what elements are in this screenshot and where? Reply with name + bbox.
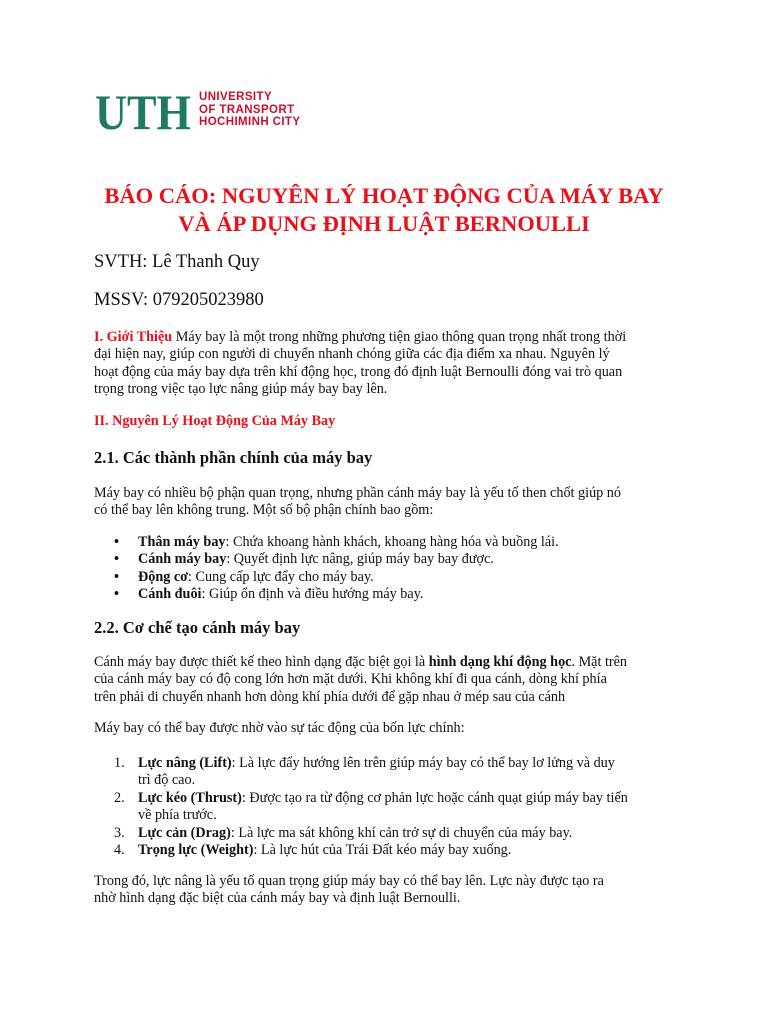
item-desc: : Chứa khoang hành khách, khoang hàng hóa và buồng lái.	[225, 534, 559, 550]
student-id: MSSV: 079205023980	[94, 290, 264, 310]
item-desc: : Là lực ma sát không khí cản trở sự di chuyển của máy bay.	[230, 824, 573, 841]
list-item	[94, 755, 694, 790]
svg-text:UTH: UTH	[95, 88, 192, 132]
item-line	[138, 842, 694, 859]
item-line	[138, 790, 694, 807]
paragraph-line: trên phải di chuyển nhanh hơn dòng khí phía dưới để gặp nhau ở mép sau của cánh	[94, 688, 566, 705]
text-run: . Mặt trên	[571, 654, 628, 670]
logo-line: UNIVERSITY	[199, 91, 273, 104]
intro-paragraph	[94, 329, 686, 399]
paragraph-line: Máy bay có thể bay được nhờ vào sự tác động của bốn lực chính:	[94, 720, 465, 736]
item-desc: : Được tạo ra từ động cơ phản lực hoặc cánh quạt giúp máy bay tiến	[241, 789, 628, 806]
item-desc: : Là lực đẩy hướng lên trên giúp máy bay có thể bay lơ lửng và duy	[231, 755, 615, 771]
paragraph-line: Trong đó, lực nâng là yếu tố quan trọng giúp máy bay có thể bay lên. Lực này được tạo ra	[94, 873, 604, 889]
subsection-2-2-heading: 2.2. Cơ chế tạo cánh máy bay	[94, 618, 301, 637]
bullet-icon: •	[114, 534, 119, 550]
item-term: Lực cản (Drag)	[138, 824, 231, 841]
list-item	[94, 534, 559, 551]
list-item	[94, 569, 559, 586]
logo-line: HOCHIMINH CITY	[199, 116, 301, 129]
item-term: Cánh máy bay	[138, 551, 227, 568]
bullet-icon: •	[114, 586, 119, 603]
item-number: 4.	[114, 842, 125, 859]
list-item	[94, 551, 559, 568]
university-logo	[95, 88, 300, 132]
paragraph-line: của cánh máy bay có độ cong lớn hơn mặt dưới. Khi không khí đi qua cánh, dòng khí phía	[94, 671, 607, 688]
list-item	[94, 842, 694, 859]
text-run: Cánh máy bay được thiết kế theo hình dạng đặc biệt gọi là	[94, 654, 429, 670]
uth-logo-mark	[95, 88, 193, 132]
item-number: 2.	[114, 789, 125, 806]
item-line: trì độ cao.	[138, 772, 196, 789]
paragraph-line: Máy bay có nhiều bộ phận quan trọng, nhưng phần cánh máy bay là yếu tố then chốt giúp nó	[94, 485, 621, 501]
item-desc: : Cung cấp lực đẩy cho máy bay.	[188, 568, 374, 585]
report-title	[40, 182, 728, 238]
item-term: Trọng lực (Weight)	[138, 842, 254, 859]
intro-line: hoạt động của máy bay dựa trên khí động học, trong đó định luật Bernoulli đóng vai trò quan	[94, 363, 623, 380]
item-term: Lực kéo (Thrust)	[138, 789, 242, 806]
intro-heading: I. Giới Thiệu	[94, 329, 173, 345]
paragraph-line	[94, 654, 686, 671]
item-term: Thân máy bay	[138, 534, 226, 550]
bullet-icon: •	[114, 551, 119, 568]
logo-wordmark	[199, 91, 300, 129]
item-number: 1.	[114, 755, 125, 771]
intro-line: đại hiện nay, giúp con người di chuyển nhanh chóng giữa các địa điểm xa nhau. Nguyên lý	[94, 346, 610, 363]
list-item	[94, 825, 694, 842]
forces-intro	[94, 720, 686, 737]
intro-line: trọng trong việc tạo lực nâng giúp máy bay bay lên.	[94, 381, 388, 398]
list-item	[94, 790, 694, 825]
student-name: SVTH: Lê Thanh Quy	[94, 252, 260, 272]
intro-text: Máy bay là một trong những phương tiện giao thông quan trọng nhất trong thời	[172, 329, 627, 345]
title-line-2: VÀ ÁP DỤNG ĐỊNH LUẬT BERNOULLI	[178, 211, 590, 236]
intro-line	[94, 329, 686, 346]
bold-term: hình dạng khí động học	[428, 654, 572, 670]
conclusion-paragraph	[94, 873, 686, 908]
bullet-icon: •	[114, 568, 119, 585]
item-desc: : Giúp ổn định và điều hướng máy bay.	[201, 586, 424, 603]
logo-line: OF TRANSPORT	[199, 103, 295, 116]
title-line-1: BÁO CÁO: NGUYÊN LÝ HOẠT ĐỘNG CỦA MÁY BAY	[104, 183, 664, 208]
item-number: 3.	[114, 824, 125, 841]
paragraph-line: có thể bay lên không trung. Một số bộ phận chính bao gồm:	[94, 502, 434, 519]
components-list	[94, 534, 559, 604]
item-line	[138, 755, 694, 772]
item-term: Động cơ	[138, 568, 189, 585]
forces-list	[94, 755, 694, 859]
item-line	[138, 825, 694, 842]
item-term: Cánh đuôi	[138, 586, 202, 603]
item-desc: : Là lực hút của Trái Đất kéo máy bay xuống.	[253, 842, 512, 859]
list-item	[94, 586, 559, 603]
paragraph-line: nhờ hình dạng đặc biệt của cánh máy bay và định luật Bernoulli.	[94, 890, 461, 907]
item-line: về phía trước.	[138, 807, 217, 824]
wing-paragraph	[94, 654, 686, 706]
subsection-2-1-heading: 2.1. Các thành phần chính của máy bay	[94, 448, 373, 467]
section-2-heading: II. Nguyên Lý Hoạt Động Của Máy Bay	[94, 413, 336, 429]
item-term: Lực nâng (Lift)	[138, 755, 232, 771]
item-desc: : Quyết định lực nâng, giúp máy bay bay được.	[226, 551, 494, 568]
components-paragraph	[94, 485, 686, 520]
